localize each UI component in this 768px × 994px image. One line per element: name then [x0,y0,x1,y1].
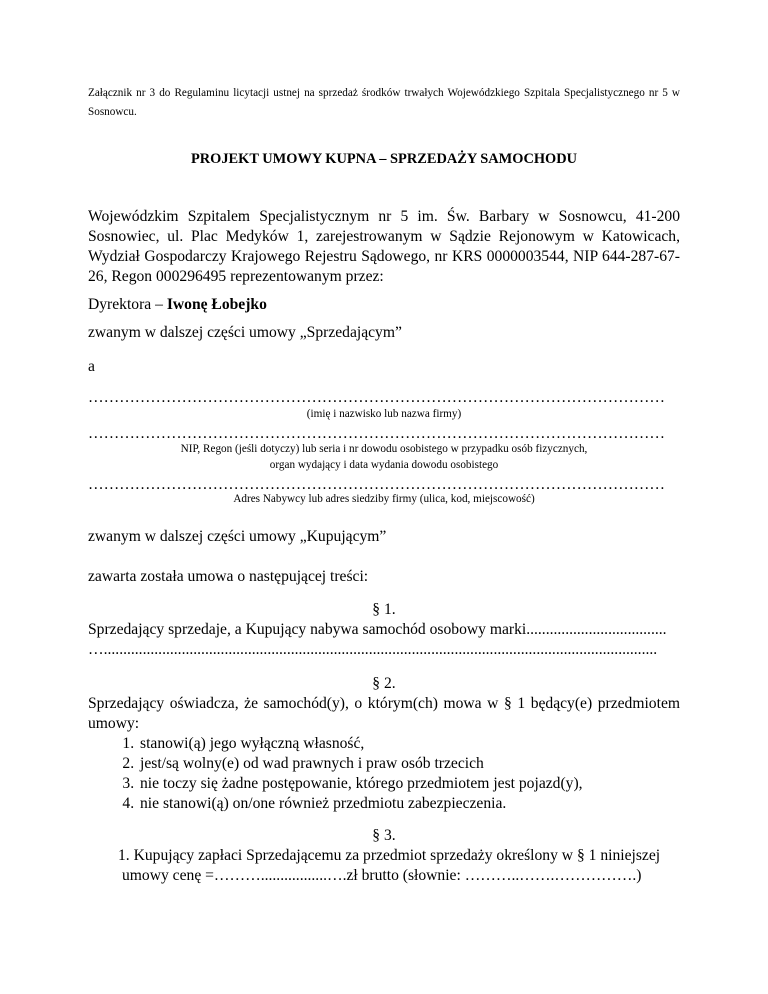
director-name: Iwonę Łobejko [166,296,267,313]
section-2-list [88,734,680,814]
section-1-heading: § 1. [372,601,396,618]
section-3-price-line: umowy cenę =……….................….zł brutto (słownie: ………..…….…………….) [122,867,642,884]
section-3-heading: § 3. [372,827,396,844]
list-item: 1. stanowi(ą) jego wyłączną własność, [138,734,680,754]
list-item: 2. jest/są wolny(e) od wad prawnych i praw osób trzecich [138,754,680,774]
buyer-id-field[interactable]: ………………………………………………………………………………………………… [88,425,665,442]
buyer-id-caption-line1: NIP, Regon (jeśli dotyczy) lub seria i nr dowodu osobistego w przypadku osób fizycznych, [180,443,588,455]
buyer-id-caption-line2: organ wydający i data wydania dowodu osobistego [269,459,499,471]
list-item: 4. nie stanowi(ą) on/one również przedmiotu zabezpieczenia. [138,794,680,814]
annex-note: Załącznik nr 3 do Regulaminu licytacji ustnej na sprzedaż środków trwałych Wojewódzkiego Szpitala Specjalistycznego nr 5 w Sosnowcu. [88,87,680,118]
buyer-name-field[interactable]: ………………………………………………………………………………………………… [88,389,665,406]
conjunction-and: a [88,358,95,375]
director-prefix: Dyrektora – [88,296,167,313]
seller-description: Wojewódzkim Szpitalem Specjalistycznym nr 5 im. Św. Barbary w Sosnowcu, 41-200 Sosnowiec, ul. Plac Medyków 1, zarejestrowanym w Sądzie Rejonowym w Katowicach, Wydział Gospodarczy Krajowego Rejestru Sądowego, nr KRS 0000003544, NIP 644-287-67-26, Regon 000296495 reprezentowanym przez: [88,208,680,285]
buyer-address-caption: Adres Nabywcy lub adres siedziby firmy (ulica, kod, miejscowość) [233,493,535,505]
document-title: PROJEKT UMOWY KUPNA – SPRZEDAŻY SAMOCHODU [190,151,578,167]
section-1-continuation: ….............................................................................................................................................. [88,641,658,658]
seller-called: zwanym w dalszej części umowy „Sprzedającym” [88,324,402,341]
concluded-statement: zawarta została umowa o następującej treści: [88,568,369,585]
buyer-name-caption: (imię i nazwisko lub nazwa firmy) [306,408,462,420]
section-1-text: Sprzedający sprzedaje, a Kupujący nabywa samochód osobowy marki.................................... [88,621,667,638]
section-2-text: Sprzedający oświadcza, że samochód(y), o którym(ch) mowa w § 1 będący(e) przedmiotem umowy: [88,695,680,732]
buyer-address-field[interactable]: ………………………………………………………………………………………………… [88,476,665,493]
list-item: 3. nie toczy się żadne postępowanie, którego przedmiotem jest pojazd(y), [138,774,680,794]
section-3-line1: 1. Kupujący zapłaci Sprzedającemu za przedmiot sprzedaży określony w § 1 niniejszej [118,847,661,864]
seller-representative [88,295,680,315]
section-2-heading: § 2. [372,675,396,692]
buyer-called: zwanym w dalszej części umowy „Kupującym” [88,528,387,545]
